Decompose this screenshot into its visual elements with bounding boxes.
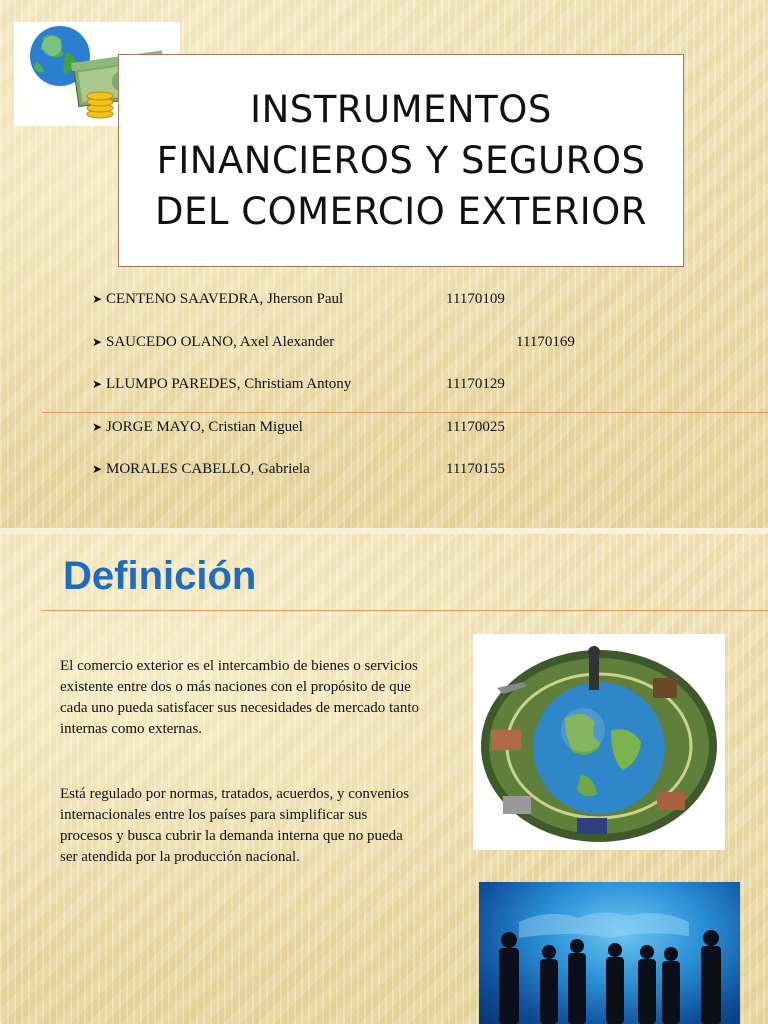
members-list xyxy=(92,288,652,501)
globe-trade-icon xyxy=(473,634,725,850)
member-code: 11170109 xyxy=(446,291,505,307)
business-people-silhouettes-icon xyxy=(479,882,740,1024)
member-name: JORGE MAYO, Cristian Miguel xyxy=(106,418,303,435)
member-code: 11170129 xyxy=(446,376,505,392)
definition-paragraph: El comercio exterior es el intercambio de bienes o servicios existente entre dos o más naciones con el propósito de que cada uno pueda satisfacer sus necesidades de mercado tanto internas como externas. xyxy=(60,658,420,737)
section-heading: Definición xyxy=(63,554,257,598)
page-title: INSTRUMENTOS FINANCIEROS Y SEGUROS DEL COMERCIO EXTERIOR xyxy=(154,88,647,233)
divider xyxy=(42,610,768,611)
definition-slide xyxy=(0,534,768,1024)
member-name: MORALES CABELLO, Gabriela xyxy=(106,461,310,477)
bullet-arrow-icon: ➤ xyxy=(92,334,103,349)
list-item xyxy=(92,416,652,459)
member-code: 11170155 xyxy=(446,461,505,477)
list-item xyxy=(92,331,652,374)
member-code: 11170025 xyxy=(446,418,505,435)
divider xyxy=(42,412,768,413)
bullet-arrow-icon: ➤ xyxy=(92,419,103,434)
member-name: SAUCEDO OLANO, Axel Alexander xyxy=(106,333,335,350)
member-code: 11170169 xyxy=(516,333,575,350)
bullet-arrow-icon: ➤ xyxy=(92,462,103,476)
member-name: LLUMPO PAREDES, Christiam Antony xyxy=(106,376,352,392)
list-item xyxy=(92,458,652,501)
bullet-arrow-icon: ➤ xyxy=(92,377,103,391)
regulation-paragraph: Está regulado por normas, tratados, acuerdos, y convenios internacionales entre los países para simplificar sus procesos y busca cubrir la demanda interna que no pueda ser atendida por la producción nacional. xyxy=(60,786,410,865)
bullet-arrow-icon: ➤ xyxy=(92,292,103,306)
member-name: CENTENO SAAVEDRA, Jherson Paul xyxy=(106,291,344,307)
list-item xyxy=(92,373,652,416)
title-box xyxy=(118,54,684,267)
list-item xyxy=(92,288,652,331)
